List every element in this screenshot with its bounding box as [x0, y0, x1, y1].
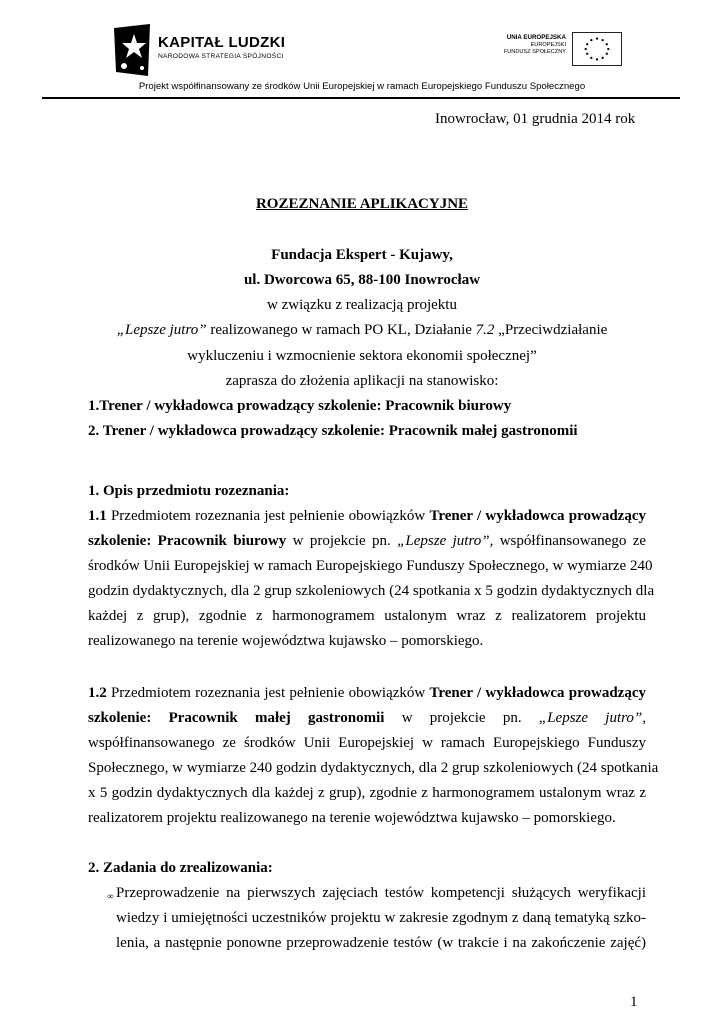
- section-2-heading: 2. Zadania do zrealizowania:: [88, 860, 273, 876]
- p11-role: Trener / wykładowca prowadzący: [429, 508, 646, 524]
- organization-address: ul. Dworcowa 65, 88-100 Inowrocław: [243, 272, 481, 288]
- intro-line-2: [0, 321, 724, 339]
- p12-line-5: x 5 godzin dydaktycznych dla każdej z grup), zgodnie z harmonogramem ustalonym wraz z: [88, 785, 646, 801]
- eu-line-3: FUNDUSZ SPOŁECZNY: [503, 49, 566, 55]
- p12-line-2-text: w projekcie pn.: [384, 710, 539, 726]
- p12-role-cont: szkolenie: Pracownik małej gastronomii: [88, 710, 385, 726]
- kapital-ludzki-logo: [112, 22, 302, 80]
- p12-line-1: [88, 684, 646, 702]
- p11-number: 1.1: [88, 508, 107, 524]
- kapital-ludzki-emblem-icon: [112, 22, 156, 80]
- p11-line-3: środków Unii Europejskiej w ramach Europejskiego Funduszy Społecznego, w wymiarze 240: [88, 558, 653, 574]
- p11-line-1-text: Przedmiotem rozeznania jest pełnienie obowiązków: [106, 508, 430, 524]
- p11-project-name: „Lepsze jutro”,: [397, 533, 494, 549]
- p11-line-1: [88, 507, 646, 525]
- p11-line-6: realizowanego na terenie województwa kujawsko – pomorskiego.: [88, 633, 484, 649]
- kapital-ludzki-subtitle: NARODOWA STRATEGIA SPÓJNOŚCI: [158, 53, 284, 60]
- eu-logo: [496, 32, 622, 66]
- p11-line-2-tail: współfinansowanego ze: [493, 533, 647, 549]
- bullet-1-line-1: Przeprowadzenie na pierwszych zajęciach testów kompetencji służących weryfikacji: [116, 885, 646, 901]
- eu-line-1: UNIA EUROPEJSKA: [506, 34, 566, 41]
- bullet-icon: ∞: [107, 891, 114, 901]
- intro-line-1: w związku z realizacją projektu: [267, 297, 457, 313]
- p12-line-6: realizatorem projektu realizowanego na terenie województwa kujawsko – pomorskiego.: [88, 810, 616, 826]
- p12-number: 1.2: [88, 685, 107, 701]
- header-divider: [42, 97, 680, 99]
- p11-line-4: godzin dydaktycznych, dla 2 grup szkoleniowych (24 spotkania x 5 godzin dydaktycznych dla: [88, 583, 655, 599]
- eu-line-2: EUROPEJSKI: [530, 41, 566, 48]
- kapital-ludzki-title: KAPITAŁ LUDZKI: [158, 34, 286, 51]
- measure-number: 7.2: [475, 322, 495, 338]
- p12-line-4: Społecznego, w wymiarze 240 godzin dydaktycznych, dla 2 grup szkoleniowych (24 spotkania: [88, 760, 659, 776]
- intro-line-2-text: realizowanego w ramach PO KL, Działanie: [206, 322, 476, 338]
- intro-line-4: zaprasza do złożenia aplikacji na stanowisko:: [225, 373, 499, 389]
- organization-name: Fundacja Ekspert - Kujawy,: [271, 247, 453, 263]
- bullet-1-line-2: wiedzy i umiejętności uczestników projektu w zakresie zgodnym z daną tematyką szko-: [116, 910, 646, 926]
- bullet-1-line-3: lenia, a następnie ponowne przeprowadzenie testów (w trakcie i na zakończenie zajęć): [116, 935, 646, 951]
- p12-role: Trener / wykładowca prowadzący: [429, 685, 646, 701]
- section-1-heading: 1. Opis przedmiotu rozeznania:: [88, 483, 290, 499]
- p12-line-1-text: Przedmiotem rozeznania jest pełnienie obowiązków: [106, 685, 430, 701]
- p12-line-2: [88, 709, 646, 727]
- position-2: 2. Trener / wykładowca prowadzący szkolenie: Pracownik małej gastronomii: [88, 423, 578, 439]
- document-title: ROZEZNANIE APLIKACYJNE: [255, 196, 469, 212]
- p11-role-cont: szkolenie: Pracownik biurowy: [88, 533, 287, 549]
- page-header: [0, 0, 724, 100]
- eu-flag-icon: [572, 32, 622, 66]
- p12-line-3: współfinansowanego ze środków Unii Europejskiej w ramach Europejskiego Funduszy: [88, 735, 646, 751]
- position-1: 1.Trener / wykładowca prowadzący szkolenie: Pracownik biurowy: [88, 398, 512, 414]
- p12-project-name: „Lepsze jutro”,: [538, 710, 646, 726]
- intro-line-3: wykluczeniu i wzmocnienie sektora ekonomii społecznej”: [187, 348, 537, 364]
- place-date: Inowrocław, 01 grudnia 2014 rok: [435, 111, 636, 127]
- p11-line-2-text: w projekcie pn.: [286, 533, 398, 549]
- intro-line-2-tail: „Przeciwdziałanie: [494, 322, 608, 338]
- p11-line-5: każdej z grup), zgodnie z harmonogramem ustalonym wraz z realizatorem projektu: [88, 608, 646, 624]
- eu-logo-text: [504, 34, 566, 57]
- project-cofinancing-note: Projekt współfinansowany ze środków Unii Europejskiej w ramach Europejskiego Funduszu Społecznego: [138, 81, 586, 92]
- p11-line-2: [88, 532, 646, 550]
- project-name: „Lepsze jutro”: [116, 322, 207, 338]
- page-number: 1: [630, 994, 638, 1010]
